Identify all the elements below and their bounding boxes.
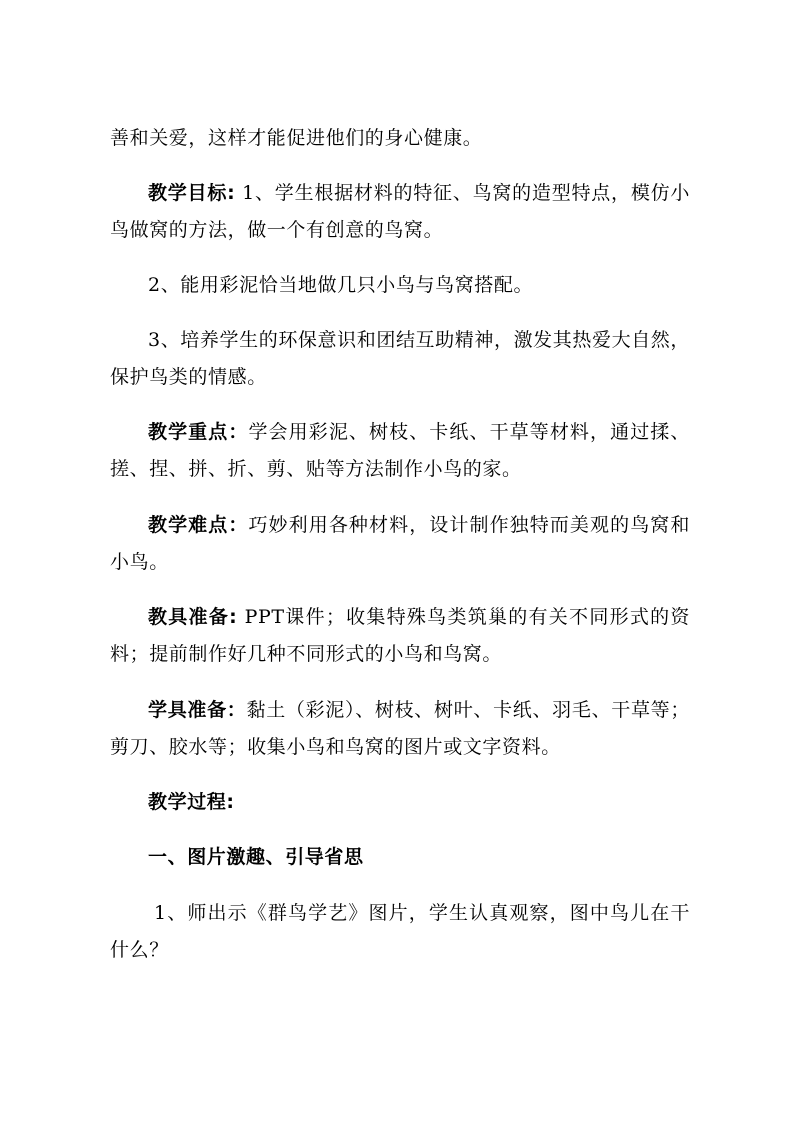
- difficulties-paragraph: [110, 507, 690, 581]
- teacher-prep-colon: :: [229, 606, 238, 628]
- section-1-heading: [110, 839, 690, 876]
- student-prep-paragraph: [110, 692, 690, 766]
- objectives-paragraph: [110, 175, 690, 249]
- teacher-prep-label: 教具准备: [148, 606, 230, 628]
- objectives-item-2: 2、能用彩泥恰当地做几只小鸟与鸟窝搭配。: [148, 274, 534, 296]
- section-1-item-1: 1、师出示《群鸟学艺》图片，学生认真观察，图中鸟儿在干什么？: [110, 902, 690, 961]
- section-1-item-1-paragraph: [110, 895, 690, 969]
- paragraph-text: 善和关爱，这样才能促进他们的身心健康。: [110, 127, 483, 149]
- objectives-item-1: 1、学生根据材料的特征、鸟窝的造型特点，模仿小鸟做窝的方法，做一个有创意的鸟窝。: [110, 182, 690, 241]
- student-prep-colon: ：: [226, 699, 247, 721]
- student-prep-text: 黏土（彩泥）、树枝、树叶、卡纸、羽毛、干草等；剪刀、胶水等；收集小鸟和鸟窝的图片或文字资料。: [110, 699, 690, 758]
- key-points-colon: ：: [228, 421, 249, 443]
- difficulties-text: 巧妙利用各种材料，设计制作独特而美观的鸟窝和小鸟。: [110, 514, 690, 573]
- key-points-label: 教学重点: [148, 421, 229, 443]
- objectives-label: 教学目标: [148, 182, 228, 204]
- process-colon: :: [226, 791, 235, 813]
- key-points-text: 学会用彩泥、树枝、卡纸、干草等材料，通过揉、搓、捏、拼、折、剪、贴等方法制作小鸟的家。: [110, 421, 690, 480]
- continued-paragraph: [110, 120, 690, 157]
- difficulties-label: 教学难点: [148, 514, 229, 536]
- teacher-prep-paragraph: [110, 599, 690, 673]
- student-prep-label: 学具准备: [148, 699, 227, 721]
- objectives-colon: :: [227, 182, 236, 204]
- objectives-item-2-paragraph: [110, 267, 690, 304]
- teacher-prep-text: PPT课件；收集特殊鸟类筑巢的有关不同形式的资料；提前制作好几种不同形式的小鸟和鸟窝。: [110, 606, 690, 665]
- process-heading: [110, 784, 690, 821]
- difficulties-colon: ：: [228, 514, 249, 536]
- section-1-title: 一、图片激趣、引导省思: [148, 846, 364, 868]
- objectives-item-3: 3、培养学生的环保意识和团结互助精神，激发其热爱大自然，保护鸟类的情感。: [110, 329, 690, 388]
- process-label: 教学过程: [148, 791, 227, 813]
- objectives-item-3-paragraph: [110, 322, 690, 396]
- key-points-paragraph: [110, 414, 690, 488]
